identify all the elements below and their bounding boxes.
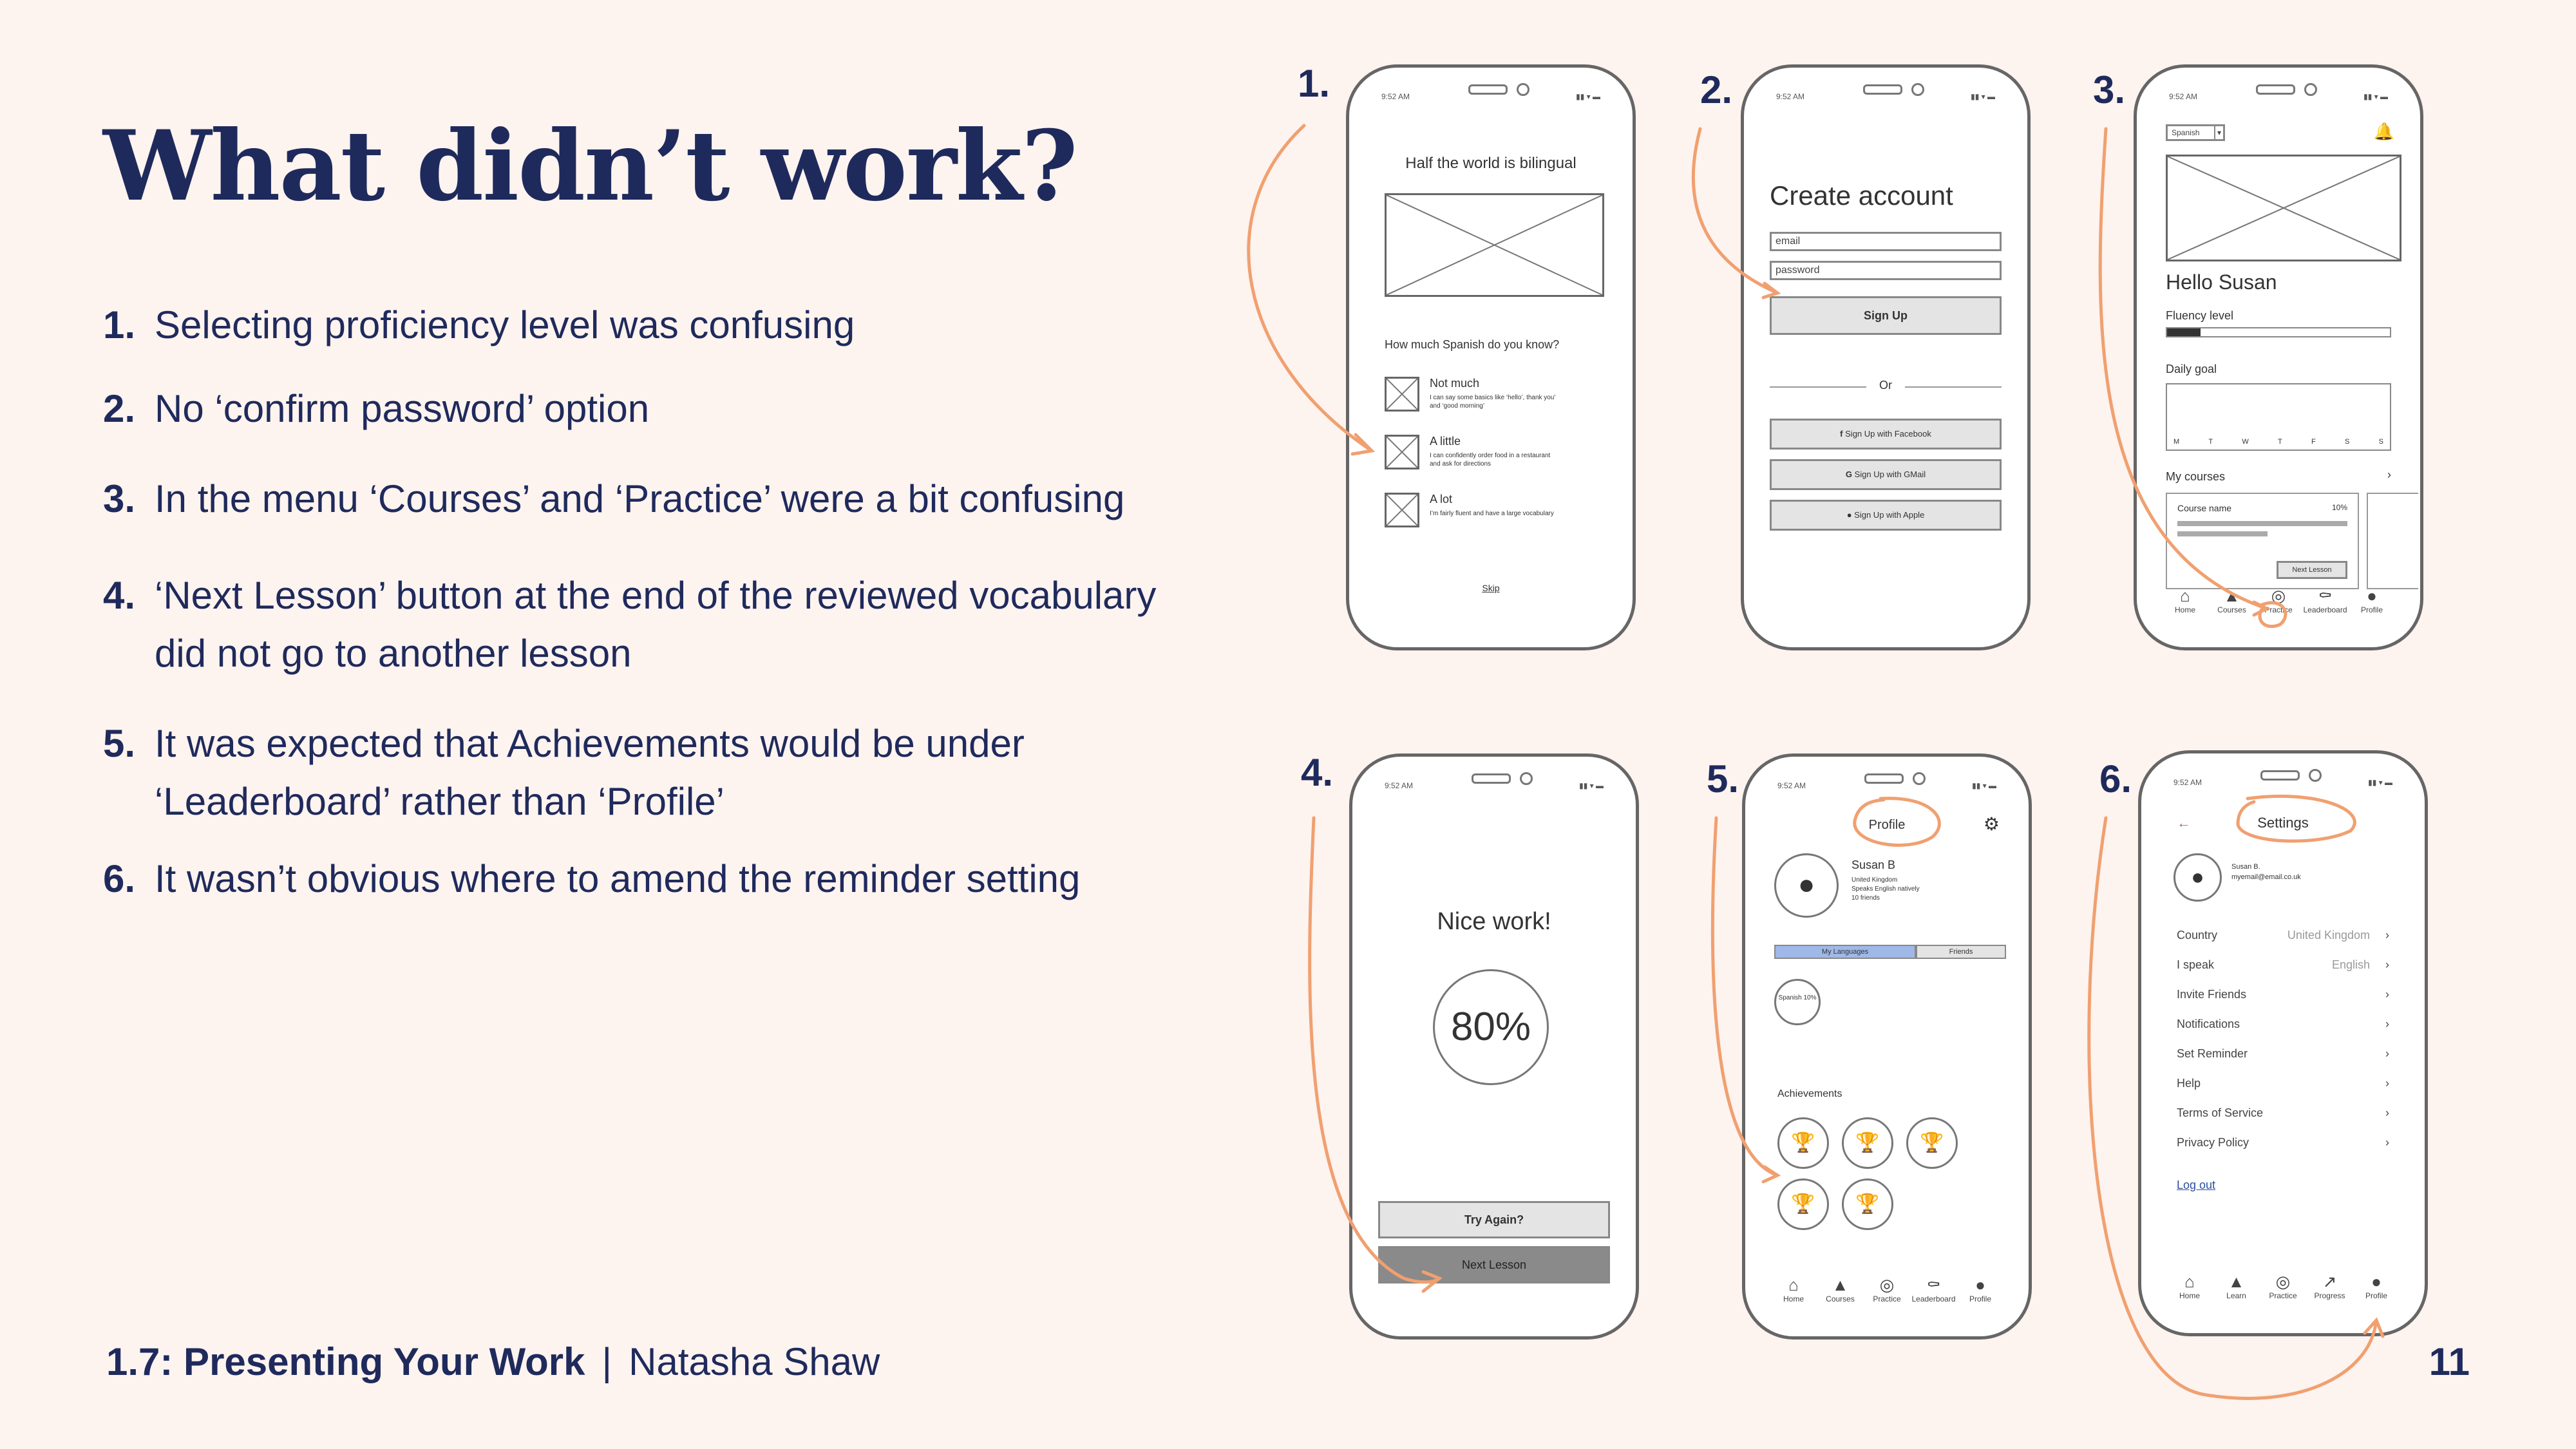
back-arrow-icon[interactable]: ←: [2177, 815, 2191, 831]
achievements-label: Achievements: [1777, 1088, 1842, 1099]
issue-number: 2.: [103, 387, 136, 430]
language-select[interactable]: [2166, 124, 2225, 141]
nav-label: Progress: [2314, 1291, 2345, 1300]
user-country: United Kingdom: [1852, 876, 1898, 884]
nav-label: Leaderboard: [2303, 605, 2347, 614]
issue-number: 5.: [103, 722, 136, 765]
bell-icon[interactable]: 🔔: [2373, 122, 2394, 141]
day-label: T: [2208, 438, 2213, 446]
next-lesson-button[interactable]: Next Lesson: [1378, 1246, 1610, 1283]
speaker: [2260, 770, 2300, 781]
camera: [1517, 83, 1530, 96]
trophy-icon: ⚰: [2318, 586, 2333, 605]
avatar: [2174, 853, 2222, 902]
day-labels: [2174, 438, 2383, 446]
chevron-right-icon[interactable]: ›: [2387, 468, 2391, 481]
row-label: Terms of Service: [2177, 1106, 2264, 1119]
row-label: Notifications: [2177, 1018, 2240, 1030]
next-lesson-button[interactable]: Next Lesson: [2277, 561, 2347, 579]
issue-text: ‘Next Lesson’ button at the end of the reviewed vocabulary did not go to another lesson: [155, 574, 1157, 675]
phone-label-6: 6.: [2099, 757, 2132, 800]
settings-row-help[interactable]: [2177, 1077, 2389, 1090]
status-icons: ▮▮ ▾ ▬: [1971, 92, 1995, 101]
issue-item: [103, 296, 1217, 354]
email-field[interactable]: email: [1770, 232, 2002, 251]
facebook-icon: f: [1840, 429, 1843, 439]
user-icon: ●: [2191, 865, 2204, 889]
status-icons: ▮▮ ▾ ▬: [1579, 781, 1604, 790]
issue-text: Selecting proficiency level was confusing: [155, 303, 855, 346]
phone-mockup-home: [2134, 64, 2423, 650]
option-desc: I can say some basics like ‘hello’, thank you’ and ‘good morning’: [1430, 394, 1556, 410]
graduation-cap-icon: ▲: [1832, 1275, 1849, 1294]
row-label: I speak: [2177, 958, 2215, 971]
status-icons: ▮▮ ▾ ▬: [1576, 92, 1600, 101]
target-icon: ◎: [1879, 1275, 1895, 1294]
user-native-language: Speaks English natively: [1852, 886, 1920, 893]
my-courses-label: My courses: [2166, 470, 2226, 483]
image-placeholder: [2166, 155, 2401, 261]
settings-row-set-reminder[interactable]: [2177, 1047, 2389, 1061]
target-icon: ◎: [2271, 586, 2286, 605]
issue-item: [103, 470, 1217, 528]
facebook-signup-button[interactable]: [1770, 419, 2002, 450]
course-card-partial: [2367, 493, 2418, 589]
user-friends-count: 10 friends: [1852, 895, 1880, 902]
option-title: Not much: [1430, 377, 1480, 390]
issue-text: No ‘confirm password’ option: [155, 387, 650, 430]
day-label: S: [2345, 438, 2350, 446]
issue-item: [103, 567, 1217, 683]
issue-text: It wasn’t obvious where to amend the reminder setting: [155, 857, 1081, 900]
issue-number: 1.: [103, 303, 136, 346]
nav-label: Learn: [2226, 1291, 2246, 1300]
nav-leaderboard[interactable]: [1911, 1275, 1956, 1314]
day-label: S: [2378, 438, 2383, 446]
checkbox-icon[interactable]: [1385, 377, 1419, 412]
trophy-icon: ⚰: [1926, 1275, 1941, 1294]
avatar: [1774, 853, 1839, 918]
settings-row-i-speak[interactable]: [2177, 958, 2389, 972]
logout-link[interactable]: Log out: [2177, 1179, 2216, 1191]
page-number: 11: [2429, 1340, 2470, 1383]
camera: [1911, 83, 1924, 96]
settings-row-terms[interactable]: [2177, 1106, 2389, 1120]
chevron-right-icon: ›: [2385, 1018, 2389, 1030]
nav-profile[interactable]: [2354, 1272, 2399, 1311]
row-label: Invite Friends: [2177, 988, 2247, 1001]
settings-row-invite-friends[interactable]: [2177, 988, 2389, 1001]
row-label: Set Reminder: [2177, 1047, 2248, 1060]
issue-text: In the menu ‘Courses’ and ‘Practice’ were a bit confusing: [155, 477, 1125, 520]
or-label: Or: [1866, 379, 1905, 392]
nav-practice[interactable]: [1864, 1275, 1909, 1314]
phone-label-5: 5.: [1707, 757, 1739, 800]
nav-courses[interactable]: [1818, 1275, 1863, 1314]
user-icon: ●: [1797, 869, 1815, 900]
issue-number: 4.: [103, 574, 136, 617]
language-value: Spanish: [2172, 128, 2200, 137]
fluency-label: Fluency level: [2166, 309, 2234, 322]
fluency-progress-fill: [2167, 328, 2201, 336]
day-label: T: [2278, 438, 2282, 446]
footer: [106, 1340, 880, 1384]
issue-item: [103, 380, 1217, 438]
home-icon: ⌂: [2180, 586, 2190, 605]
status-icons: ▮▮ ▾ ▬: [2368, 778, 2392, 787]
user-icon: ●: [2371, 1272, 2382, 1291]
gear-icon[interactable]: ⚙: [1983, 814, 2000, 834]
daily-goal-chart: [2166, 383, 2391, 451]
try-again-button[interactable]: Try Again?: [1378, 1201, 1610, 1238]
settings-row-notifications[interactable]: [2177, 1018, 2389, 1031]
status-icons: ▮▮ ▾ ▬: [1972, 781, 1996, 790]
phone-mockup-settings: [2138, 750, 2428, 1336]
nav-label: Profile: [1969, 1294, 1991, 1303]
speaker: [1864, 773, 1904, 784]
graduation-cap-icon: ▲: [2228, 1272, 2245, 1291]
status-time: 9:52 AM: [1777, 781, 1806, 790]
nav-label: Courses: [1826, 1294, 1855, 1303]
status-time: 9:52 AM: [2174, 778, 2202, 787]
status-time: 9:52 AM: [2169, 92, 2198, 101]
phone-label-2: 2.: [1700, 68, 1733, 111]
issue-item: [103, 850, 1217, 908]
course-card[interactable]: [2166, 493, 2359, 589]
nav-label: Profile: [2365, 1291, 2387, 1300]
chevron-right-icon: ›: [2385, 1136, 2389, 1149]
trophy-icon: 🏆: [1777, 1179, 1829, 1230]
chevron-right-icon: ›: [2385, 1047, 2389, 1060]
nav-home[interactable]: [1771, 1275, 1816, 1314]
course-progress-bar: [2177, 521, 2347, 526]
nav-label: Leaderboard: [1911, 1294, 1956, 1303]
chevron-right-icon: ›: [2385, 1106, 2389, 1119]
checkbox-icon[interactable]: [1385, 435, 1419, 469]
create-account-heading: Create account: [1770, 180, 1953, 211]
onboarding-heading: Half the world is bilingual: [1405, 155, 1577, 172]
chevron-down-icon: ▾: [2214, 126, 2223, 139]
score-circle: 80%: [1433, 969, 1549, 1085]
facebook-label: Sign Up with Facebook: [1845, 429, 1931, 439]
speaker: [2256, 84, 2295, 95]
phone-mockup-lesson-result: [1349, 753, 1639, 1340]
user-email: myemail@email.co.uk: [2231, 873, 2301, 881]
nav-profile[interactable]: [1958, 1275, 2003, 1314]
option-desc: I’m fairly fluent and have a large vocabulary: [1430, 510, 1554, 517]
apple-signup-button[interactable]: [1770, 500, 2002, 531]
nav-label: Home: [2179, 1291, 2200, 1300]
camera: [2304, 83, 2317, 96]
apple-icon: ●: [1846, 510, 1852, 520]
home-icon: ⌂: [1788, 1275, 1799, 1294]
target-icon: ◎: [2275, 1272, 2291, 1291]
chevron-right-icon: ›: [2385, 1077, 2389, 1090]
phone-label-3: 3.: [2093, 68, 2126, 111]
option-desc: I can confidently order food in a restaurant and ask for directions: [1430, 452, 1551, 468]
row-label: Help: [2177, 1077, 2201, 1090]
chevron-right-icon: ›: [2385, 929, 2389, 942]
camera: [1520, 772, 1533, 785]
footer-course: 1.7: Presenting Your Work: [106, 1340, 585, 1383]
graduation-cap-icon: ▲: [2223, 586, 2240, 605]
daily-goal-label: Daily goal: [2166, 363, 2217, 375]
profile-heading: Profile: [1868, 818, 1906, 832]
or-divider-text: [1744, 379, 2027, 392]
google-icon: G: [1845, 469, 1852, 479]
trophy-icon: 🏆: [1777, 1117, 1829, 1169]
nav-profile[interactable]: [2349, 586, 2394, 625]
nav-home[interactable]: [2163, 586, 2208, 625]
trophy-icon: 🏆: [1906, 1117, 1958, 1169]
row-value: English: [2331, 958, 2370, 971]
chevron-right-icon: ›: [2385, 988, 2389, 1001]
settings-heading: Settings: [2257, 815, 2309, 831]
speaker: [1468, 84, 1508, 95]
day-label: M: [2174, 438, 2180, 446]
bottom-nav: [2167, 1272, 2399, 1311]
phone-label-1: 1.: [1298, 62, 1331, 105]
nav-practice[interactable]: [2256, 586, 2301, 625]
course-percent: 10%: [2331, 503, 2347, 512]
user-icon: ●: [1975, 1275, 1985, 1294]
checkbox-icon[interactable]: [1385, 493, 1419, 527]
user-name: Susan B: [1852, 858, 1896, 871]
gmail-label: Sign Up with GMail: [1854, 469, 1926, 479]
bottom-nav: [2163, 586, 2394, 625]
chart-line-icon: ↗: [2322, 1272, 2337, 1291]
proficiency-question: How much Spanish do you know?: [1385, 338, 1560, 351]
issue-number: 6.: [103, 857, 136, 900]
user-name: Susan B.: [2231, 863, 2260, 871]
day-label: F: [2311, 438, 2316, 446]
tab-friends[interactable]: Friends: [1916, 945, 2006, 959]
nav-leaderboard[interactable]: [2303, 586, 2348, 625]
trophy-icon: 🏆: [1842, 1117, 1893, 1169]
tab-my-languages[interactable]: My Languages: [1774, 945, 1916, 959]
phone-label-4: 4.: [1301, 751, 1334, 794]
fluency-progress-bar: [2166, 327, 2391, 337]
status-time: 9:52 AM: [1776, 92, 1805, 101]
status-time: 9:52 AM: [1381, 92, 1410, 101]
footer-separator: |: [601, 1340, 612, 1383]
nav-label: Home: [1783, 1294, 1804, 1303]
camera: [2309, 769, 2322, 782]
row-value: United Kingdom: [2287, 929, 2370, 942]
camera: [1913, 772, 1926, 785]
apple-label: Sign Up with Apple: [1854, 510, 1925, 520]
bottom-nav: [1771, 1275, 2003, 1314]
settings-row-privacy[interactable]: [2177, 1136, 2389, 1150]
status-icons: ▮▮ ▾ ▬: [2363, 92, 2388, 101]
skip-link[interactable]: Skip: [1482, 583, 1500, 593]
password-field[interactable]: password: [1770, 261, 2002, 280]
result-heading: Nice work!: [1437, 908, 1551, 935]
footer-author: Natasha Shaw: [629, 1340, 880, 1383]
row-label: Country: [2177, 929, 2218, 942]
nav-label: Profile: [2360, 605, 2383, 614]
nav-learn[interactable]: [2214, 1272, 2259, 1311]
nav-label: Home: [2174, 605, 2195, 614]
nav-courses[interactable]: [2210, 586, 2255, 625]
issue-text: It was expected that Achievements would be under ‘Leaderboard’ rather than ‘Profile’: [155, 722, 1025, 823]
nav-practice[interactable]: [2260, 1272, 2306, 1311]
settings-row-country[interactable]: [2177, 929, 2389, 942]
greeting: Hello Susan: [2166, 270, 2277, 294]
image-placeholder: [1385, 193, 1604, 297]
gmail-signup-button[interactable]: [1770, 459, 2002, 490]
speaker: [1863, 84, 1902, 95]
phone-mockup-onboarding: [1346, 64, 1636, 650]
language-badge[interactable]: Spanish 10%: [1774, 979, 1821, 1025]
phone-mockup-profile: [1742, 753, 2032, 1340]
page-title: What didn’t work?: [103, 109, 1077, 223]
nav-label: Practice: [2264, 605, 2293, 614]
nav-label: Courses: [2217, 605, 2246, 614]
course-name: Course name: [2177, 503, 2232, 513]
nav-progress[interactable]: [2307, 1272, 2353, 1311]
option-title: A little: [1430, 435, 1461, 448]
day-label: W: [2242, 438, 2249, 446]
sign-up-button[interactable]: Sign Up: [1770, 296, 2002, 335]
trophy-icon: 🏆: [1842, 1179, 1893, 1230]
nav-home[interactable]: [2167, 1272, 2212, 1311]
home-icon: ⌂: [2184, 1272, 2195, 1291]
issue-number: 3.: [103, 477, 136, 520]
nav-label: Practice: [2269, 1291, 2297, 1300]
row-label: Privacy Policy: [2177, 1136, 2249, 1149]
nav-label: Practice: [1873, 1294, 1901, 1303]
user-icon: ●: [2367, 586, 2377, 605]
phone-mockup-create-account: [1741, 64, 2031, 650]
issue-item: [103, 715, 1217, 831]
course-progress-bar: [2177, 531, 2268, 536]
option-title: A lot: [1430, 493, 1453, 506]
speaker: [1472, 773, 1511, 784]
status-time: 9:52 AM: [1385, 781, 1414, 790]
chevron-right-icon: ›: [2385, 958, 2389, 971]
